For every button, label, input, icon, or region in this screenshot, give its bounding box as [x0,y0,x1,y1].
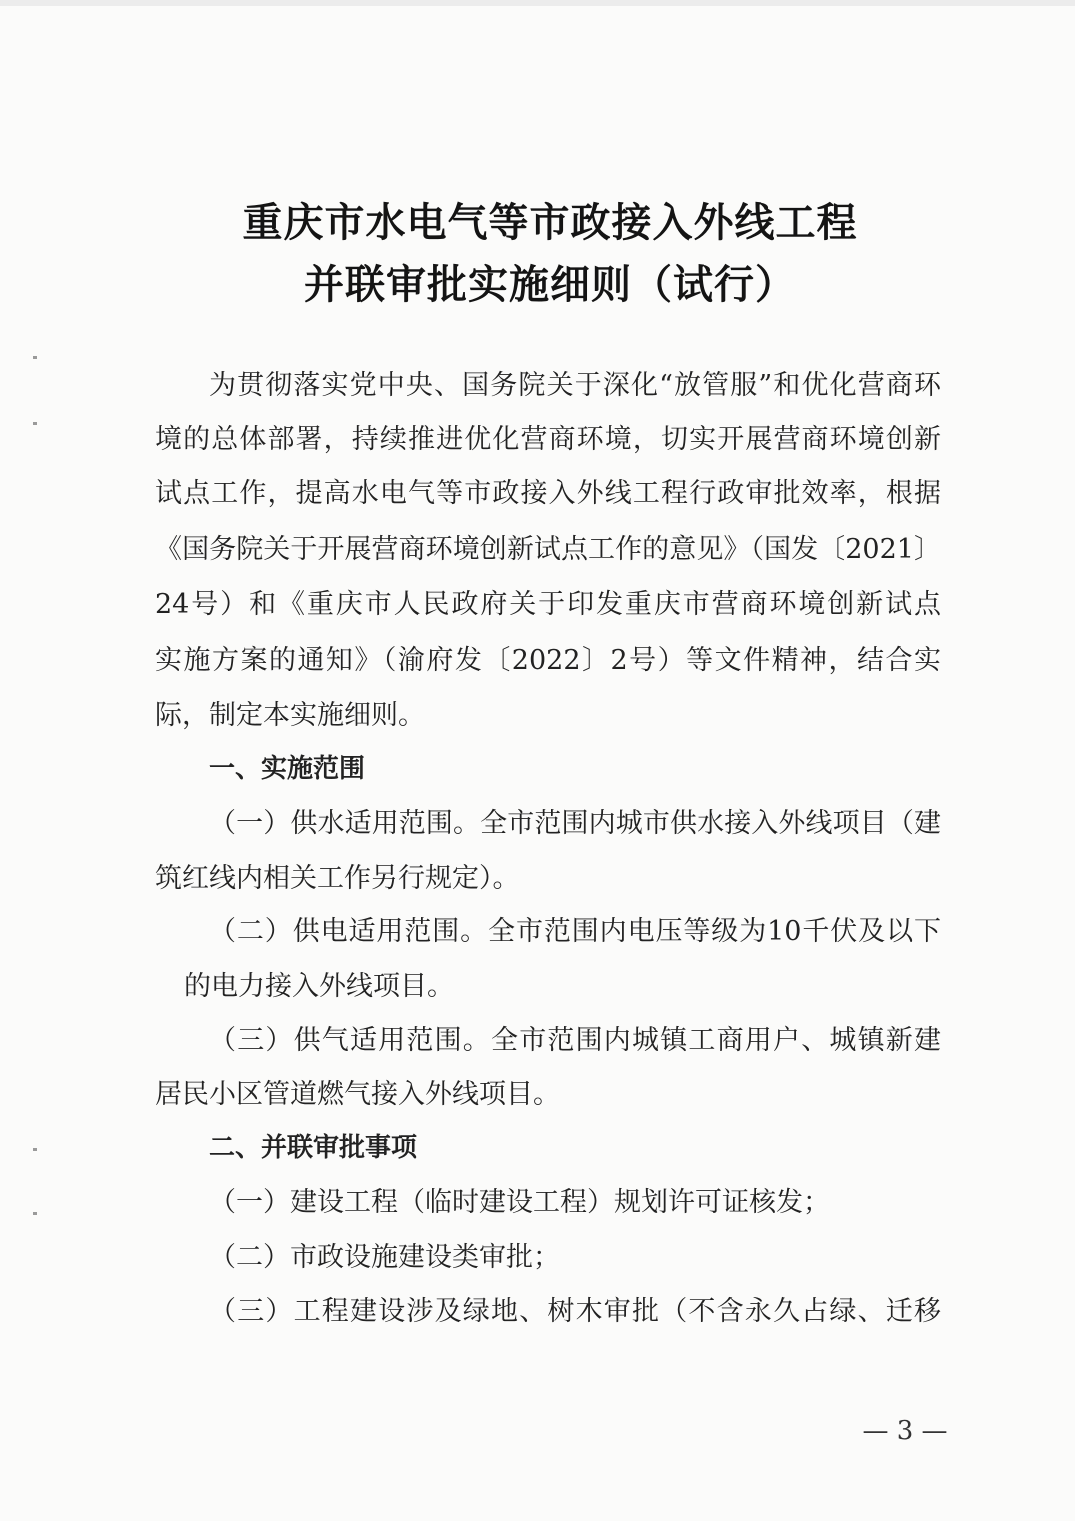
section-heading: 一、实施范围 [209,754,366,784]
list-item: （一）供水适用范围。全市范围内城市供水接入外线项目（建 [209,808,941,839]
document-title [150,192,950,316]
section-heading: 二、并联审批事项 [209,1133,418,1163]
list-item: （二）供电适用范围。全市范围内电压等级为10千伏及以下 [209,916,941,947]
list-item: （三）供气适用范围。全市范围内城镇工商用户、城镇新建 [209,1025,941,1056]
paragraph-line: 实施方案的通知》（渝府发〔2022〕2号）等文件精神，结合实 [155,645,941,676]
paragraph-line: 试点工作，提高水电气等市政接入外线工程行政审批效率，根据 [155,478,941,509]
list-item: （三）工程建设涉及绿地、树木审批（不含永久占绿、迁移 [209,1296,941,1327]
page-number: — 3 — [862,1416,948,1446]
paragraph-line: 境的总体部署，持续推进优化营商环境，切实开展营商环境创新 [155,424,941,455]
paragraph-line: 24号）和《重庆市人民政府关于印发重庆市营商环境创新试点 [155,589,941,620]
list-item: （二）市政设施建设类审批； [209,1242,560,1273]
title-line-1: 重庆市水电气等市政接入外线工程 [242,199,858,246]
list-item: （一）建设工程（临时建设工程）规划许可证核发； [209,1187,830,1218]
title-line-2: 并联审批实施细则（试行） [304,261,796,308]
paragraph-line: 《国务院关于开展营商环境创新试点工作的意见》（国发〔2021〕 [155,534,941,565]
list-item: 筑红线内相关工作另行规定）。 [155,863,520,894]
paragraph-line: 为贯彻落实党中央、国务院关于深化“放管服”和优化营商环 [209,370,941,401]
scan-mark [33,356,37,359]
list-item: 的电力接入外线项目。 [184,971,454,1002]
scan-edge [0,0,1075,6]
paragraph-line: 际，制定本实施细则。 [155,700,425,731]
list-item: 居民小区管道燃气接入外线项目。 [155,1079,560,1110]
